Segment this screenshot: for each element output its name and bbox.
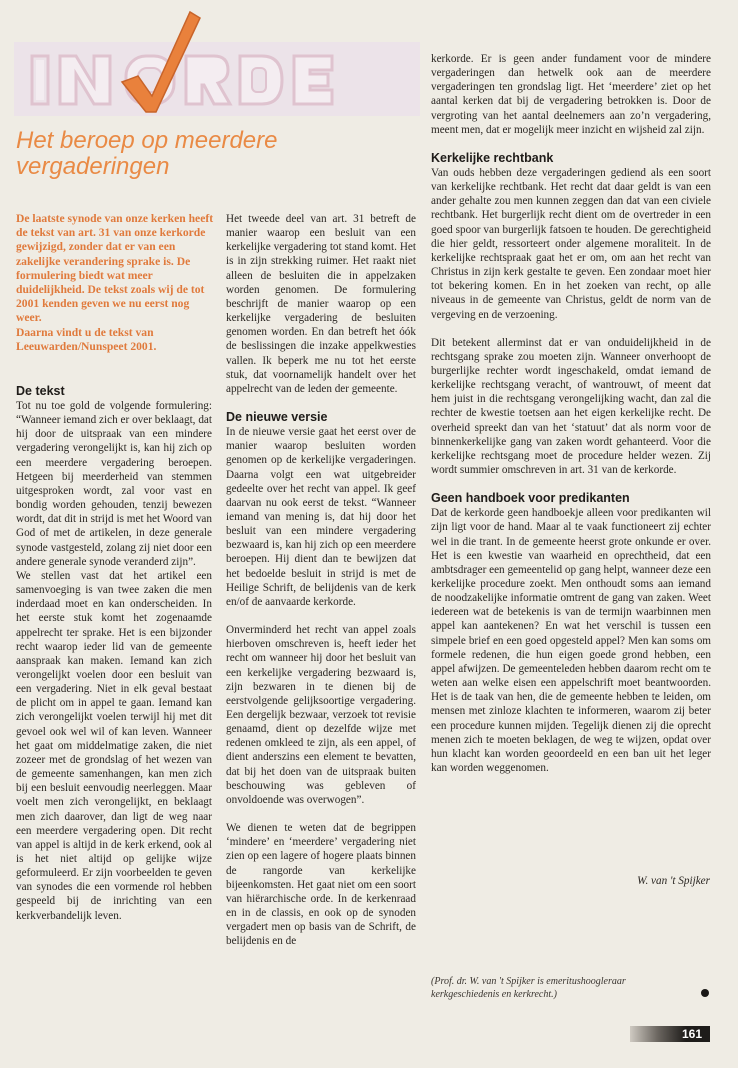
text-column-3 bbox=[431, 52, 711, 775]
lead-paragraph-2: Daarna vindt u de tekst van Leeuwarden/Nunspeet 2001. bbox=[16, 325, 157, 353]
page-number-bar bbox=[630, 1026, 710, 1042]
paragraph: Tot nu toe gold de volgende formulering: “Wanneer iemand zich er over beklaagt, dat hij door de uitspraak van een mindere vergadering verongelijkt is, kan hij zich op een meerdere vergadering beroepen. Hetgeen bij meerderheid van stemmen uitgesproken wordt, zal voor vast en bondig worden gehouden, tenzij bewezen wordt, dat dit in strijd is met het Woord van God of met de artikelen, in deze generale synode vastgesteld, zolang zij niet door een andere generale synode veranderd zijn”. bbox=[16, 400, 212, 568]
paragraph: In de nieuwe versie gaat het eerst over de manier waarop besluiten worden genomen op de kerkelijke vergaderingen. Daarna volgt een wat uitgebreider gedeelte over het recht van appel. Ik geef daarvan nu ook eerst de tekst. “Wanneer iemand van mening is, dat hij door het besluit van een mindere vergadering bezwaard is, kan hij zich op een meerdere beroepen. Hij dient dan te bewijzen dat het bedoelde besluit in strijd is met de Heilige Schrift, de belijdenis van de kerk en/of de aanvaarde kerkorde. bbox=[226, 426, 416, 608]
end-of-article-bullet-icon bbox=[701, 989, 709, 997]
lead-paragraph-1: De laatste synode van onze kerken heeft de tekst van art. 31 van onze kerkorde gewijzigd, zonder dat er van een zakelijke verandering sprake is. De formulering biedt wat meer duidelijkheid. De tekst zoals wij de tot 2001 kenden geven we nu eerst nog weer. bbox=[16, 212, 214, 325]
paragraph: We dienen te weten dat de begrippen ‘mindere’ en ‘meerdere’ vergadering niet zien op een lagere of hogere plaats binnen de rangorde van kerkelijke bijeenkomsten. Het gaat niet om een soort van hiërarchische orde. In de kerkenraad en in de classis, en ook op de synoden vergadert men op basis van de Schrift, de belijdenis en de bbox=[226, 822, 416, 948]
section-heading-de-tekst: De tekst bbox=[16, 384, 65, 398]
paragraph: Van ouds hebben deze vergaderingen gediend als een soort van kerkelijke rechtbank. Het recht dat daar geldt is van een ander gehalte zou men kunnen zeggen dan dat van een civiele rechtbank. Het burgerlijk recht dient om de overtreder in een goed spoor van burgerlijk fatsoen te houden. De gerechtigheid die hier geldt, ressorteert onder algemene moraliteit. In de kerkelijke rechtspraak gaat het er om, om aan het recht van Christus in zijn kerk gestalte te geven. Een zondaar moet hier tot bekering komen. En in het zoeken van recht, op alle niveaus in de gemeente van Christus, geldt de norm van de vergeving en de verzoening. bbox=[431, 166, 711, 321]
section-heading-kerkelijke-rechtbank: Kerkelijke rechtbank bbox=[431, 150, 554, 165]
section-heading-geen-handboek: Geen handboek voor predikanten bbox=[431, 491, 630, 506]
paragraph: Onverminderd het recht van appel zoals hierboven omschreven is, heeft ieder het recht om wanneer hij door het besluit van een kerkelijke vergadering bezwaard is, zijn bezwaren in te dienen bij de eerstvolgende gelijksoortige vergadering. Een dergelijk bezwaar, verzoek tot revisie genaamd, dient op dezelfde wijze met redenen omkleed te zijn, als een appel, of dient anderszins een element te bevatten, dat bij het doen van de uitspraak buiten beschouwing was gebleven of onvoldoende was overwogen”. bbox=[226, 624, 416, 806]
page-number: 161 bbox=[681, 1027, 702, 1041]
section-banner bbox=[14, 42, 420, 116]
author-signature: W. van 't Spijker bbox=[637, 875, 710, 887]
section-heading-de-nieuwe-versie: De nieuwe versie bbox=[226, 410, 328, 425]
text-column-1 bbox=[16, 384, 212, 923]
svg-text:IN ORDE: IN ORDE bbox=[174, 101, 183, 103]
article-title: Het beroep op meerdere vergaderingen bbox=[16, 127, 278, 180]
paragraph: kerkorde. Er is geen ander fundament voor de mindere vergaderingen dan hetwelk ook aan de meerdere vergaderingen ten grondslag ligt. Het ‘meerdere’ ziet op het aantal kerken dat bij de vergadering betrokken is. Door de vergroting van het aantal deelnemers aan zo’n vergadering, meent men, dat er mogelijk meer inzicht en wijsheid zal zijn. bbox=[431, 53, 711, 136]
article-lead bbox=[16, 212, 214, 354]
paragraph: Het tweede deel van art. 31 betreft de manier waarop een besluit van een kerkelijke vergadering tot stand komt. Het is in zijn strekking ruimer. Het raakt niet alleen de besluiten die in appelzaken worden genomen. De formulering beschrijft de manier waarop op een kerkelijke vergadering de besluiten genomen worden. En dan betreft het óók de beslissingen die inzake appelkwesties vallen. Ik beperk me nu tot het eerste stuk, dat voornamelijk handelt over het appelrecht van de leden der gemeente. bbox=[226, 213, 416, 395]
author-bio: (Prof. dr. W. van 't Spijker is emeritushoogleraar kerkgeschiedenis en kerkrecht.) bbox=[431, 976, 626, 1000]
text-column-2 bbox=[226, 212, 416, 949]
paragraph: Dit betekent allerminst dat er van onduidelijkheid in de rechtsgang sprake zou moeten zijn. Wanneer onverhoopt de burgerlijke rechter wordt ingeschakeld, omdat iemand de kerkelijke rechtsgang veracht, of wantrouwt, of meent dat hem juist in die rechtsgang verongelijking wacht, dan zal die rechter de kwestie toetsen aan het eigen kerkelijke recht. De overheid spreekt dan van het ‘statuut’ dat als norm voor de binnenkerkelijke gang van zaken wordt gehanteerd. Voor die kerkelijke rechtsgang moet de procedure helder wezen. Zij wordt summier omschreven in art. 31 van de kerkorde. bbox=[431, 336, 711, 477]
paragraph: We stellen vast dat het artikel een samenvoeging is van twee zaken die men inderdaad moet en kan onderscheiden. In het eerste stuk komt het zogenaamde appelrecht ter sprake. Het is een bijzonder recht waarop ieder lid van de gemeente aanspraak kan maken. Iemand kan zich verongelijkt voelen door een besluit van een vergadering. Niet in elk geval bestaat de plicht om in appel te gaan. Iemand kan zich verongelijkt voelen terwijl hij met dit gevoel ook wel wil of kan leven. Wanneer het gaat om middelmatige zaken, die niet zozeer met de grondslag of het wezen van de gemeente samenhangen, kan men zich bij een besluit eenvoudig neerleggen. Maar voelt men zich verongelijkt, en beklaagt men zich daarover, dan ligt de weg naar een meerdere vergadering open. Dit recht van appel is altijd in de kerk erkend, ook al is het niet altijd op gelijke wijze geformuleerd. Er zijn voorbeelden te geven van synodes die een vormende rol hebben gespeeld bij de inrichting van een kerkverbandelijk leven. bbox=[16, 569, 212, 922]
paragraph: Dat de kerkorde geen handboekje alleen voor predikanten wil zijn ligt voor de hand. Maar al te vaak functioneert zij echter wel in die trant. In de gemeente heerst grote onkunde er over. Het is een kwestie van waarheid en oprechtheid, dat een ambtsdrager een gemeentelid op gang helpt, wanneer deze een kerkelijke procedure zoekt. Men onthoudt soms aan iemand de noodzakelijke informatie omtrent de gang van zaken. Weet iedereen wat de betekenis is van de termijn waarbinnen men appel kan aantekenen? En wat het verschil is tussen een simpele brief en een goed opgesteld appel? Men kan soms om formele redenen, die hun eigen goede grond hebben, een appel afwijzen. De gemeenteleden hebben daarom recht om te weten aan welke eisen een appelschrift moet beantwoorden. Het is de taak van hen, die de gemeente hebben te leiden, om mensen met zinloze klachten te informeren, waarom zij beter een procedure kunnen mijden. Tegelijk dienen zij die oprecht menen zich te moeten beklagen, de weg te wijzen, opdat over hun klacht kan worden geoordeeld en een ban uit het leger kan worden weggenomen. bbox=[431, 507, 711, 775]
masthead-logo bbox=[14, 6, 420, 116]
